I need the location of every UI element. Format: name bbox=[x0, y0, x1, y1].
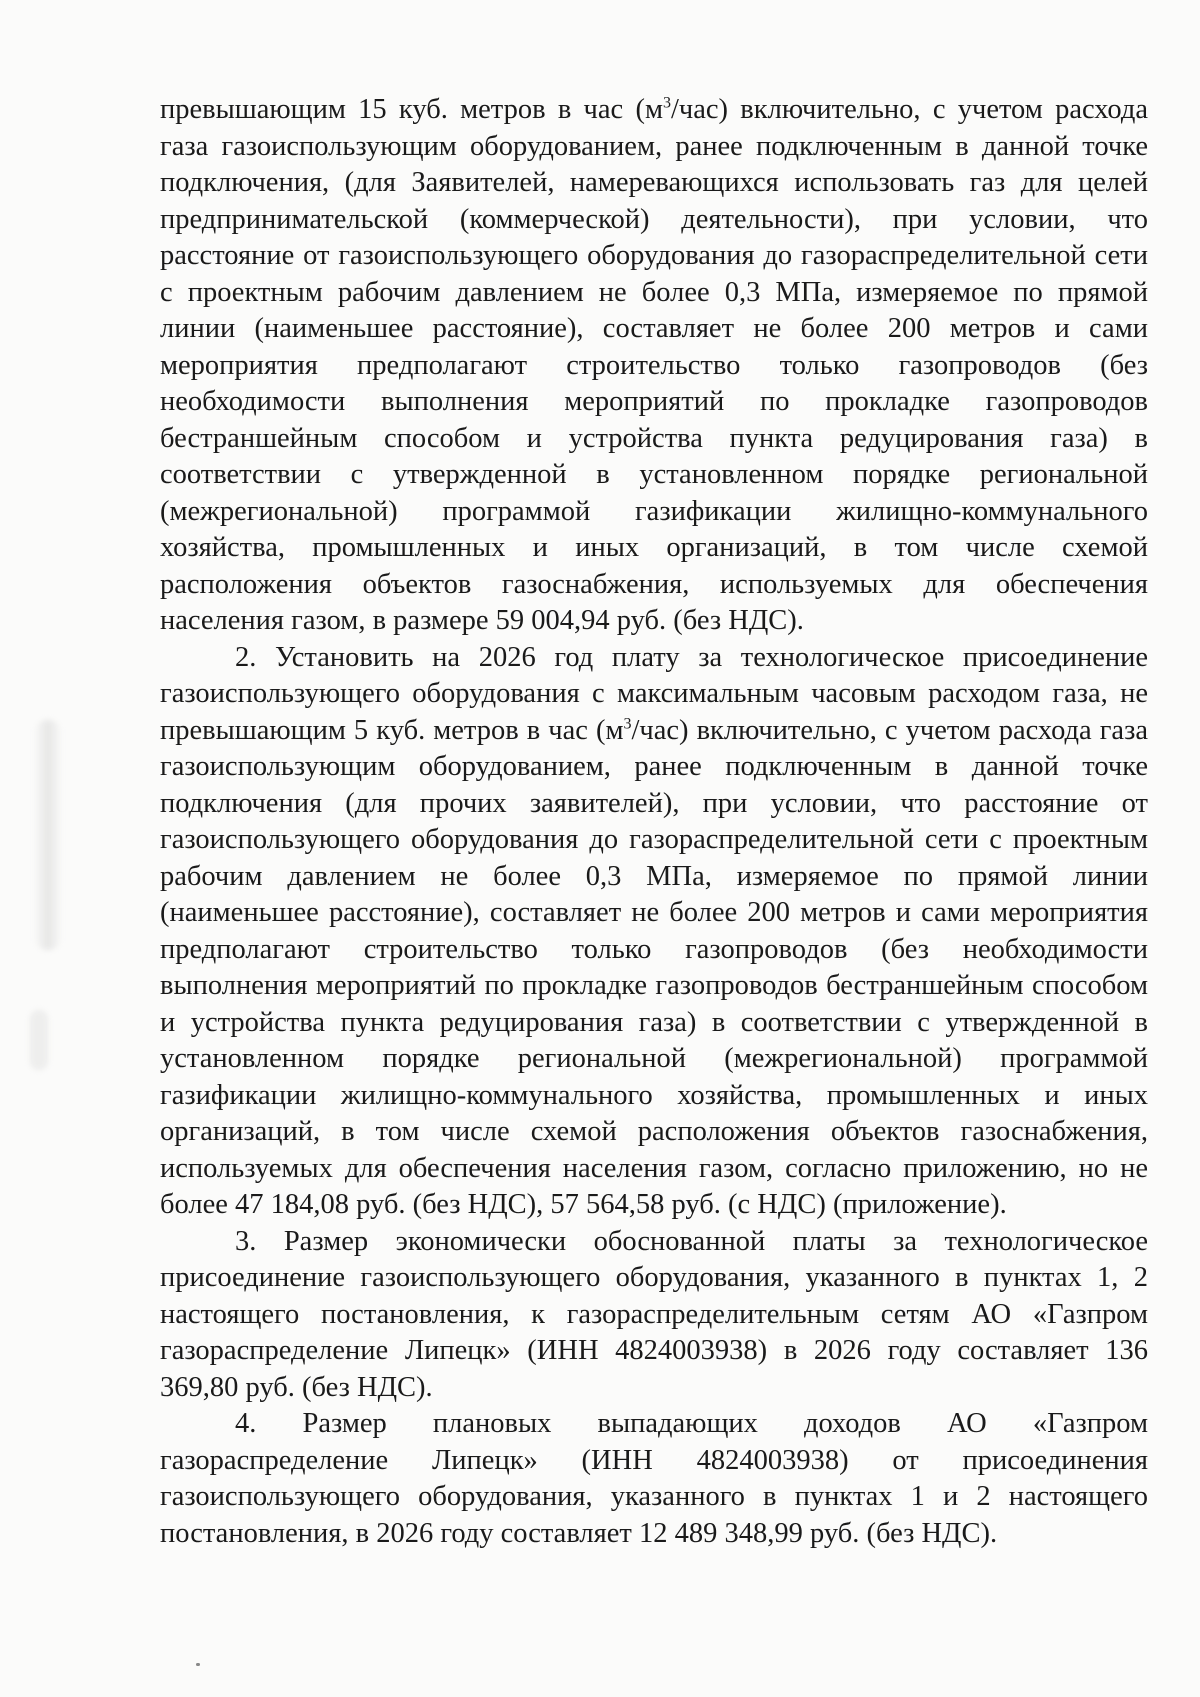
paragraph-continuation-text-b: /час) включительно, с учетом расхода газа газоиспользующим оборудованием, ранее подключенным в данной точке подключения, (для Заявителей, намеревающихся использовать газ для целей предпринимательской (коммерческой) деятельности), при условии, что расстояние от газоиспользующего оборудования до газораспределительной сети с проектным рабочим давлением не более 0,3 МПа, измеряемое по прямой линии (наименьшее расстояние), составляет не более 200 метров и сами мероприятия предполагают строительство только газопроводов (без необходимости выполнения мероприятий по прокладке газопроводов бестраншейным способом и устройства пункта редуцирования газа) в соответствии с утвержденной в установленном порядке региональной (межрегиональной) программой газификации жилищно-коммунального хозяйства, промышленных и иных организаций, в том числе схемой расположения объектов газоснабжения, используемых для обеспечения населения газом, в размере 59 004,94 руб. (без НДС). bbox=[160, 94, 1148, 636]
paragraph-item-3: 3. Размер экономически обоснованной платы за технологическое присоединение газоиспользующего оборудования, указанного в пунктах 1, 2 настоящего постановления, к газораспределительным сетям АО «Газпром газораспределение Липецк» (ИНН 4824003938) в 2026 году составляет 136 369,80 руб. (без НДС). bbox=[160, 1225, 1148, 1403]
scan-speck bbox=[196, 1663, 200, 1666]
paragraph-continuation bbox=[160, 92, 1148, 640]
superscript-three: 3 bbox=[623, 715, 632, 732]
paragraph-continuation-text-a: превышающим 15 куб. метров в час (м bbox=[160, 94, 663, 125]
paragraph-item-2 bbox=[160, 640, 1148, 1224]
scan-edge-shadow-small bbox=[30, 1010, 48, 1070]
document-body bbox=[160, 92, 1148, 1552]
superscript-three: 3 bbox=[662, 94, 671, 112]
paragraph-item-4: 4. Размер плановых выпадающих доходов АО «Газпром газораспределение Липецк» (ИНН 4824003938) от присоединения газоиспользующего оборудования, указанного в пунктах 1 и 2 настоящего постановления, в 2026 году составляет 12 489 348,99 руб. (без НДС). bbox=[160, 1408, 1148, 1549]
paragraph-item-2-text-a: 2. Установить на 2026 год плату за технологическое присоединение газоиспользующего оборудования с максимальным часовым расходом газа, не превышающим 5 куб. метров в час (м bbox=[160, 641, 1148, 746]
paragraph-item-2-text-b: /час) включительно, с учетом расхода газа газоиспользующим оборудованием, ранее подключенным в данной точке подключения (для прочих заявителей), при условии, что расстояние от газоиспользующего оборудования до газораспределительной сети с проектным рабочим давлением не более 0,3 МПа, измеряемое по прямой линии (наименьшее расстояние), составляет не более 200 метров и сами мероприятия предполагают строительство только газопроводов (без необходимости выполнения мероприятий по прокладке газопроводов бестраншейным способом и устройства пункта редуцирования газа) в соответствии с утвержденной в установленном порядке региональной (межрегиональной) программой газификации жилищно-коммунального хозяйства, промышленных и иных организаций, в том числе схемой расположения объектов газоснабжения, используемых для обеспечения населения газом, согласно приложению, но не более 47 184,08 руб. (без НДС), 57 564,58 руб. (с НДС) (приложение). bbox=[160, 714, 1148, 1220]
scan-edge-shadow bbox=[34, 720, 62, 950]
